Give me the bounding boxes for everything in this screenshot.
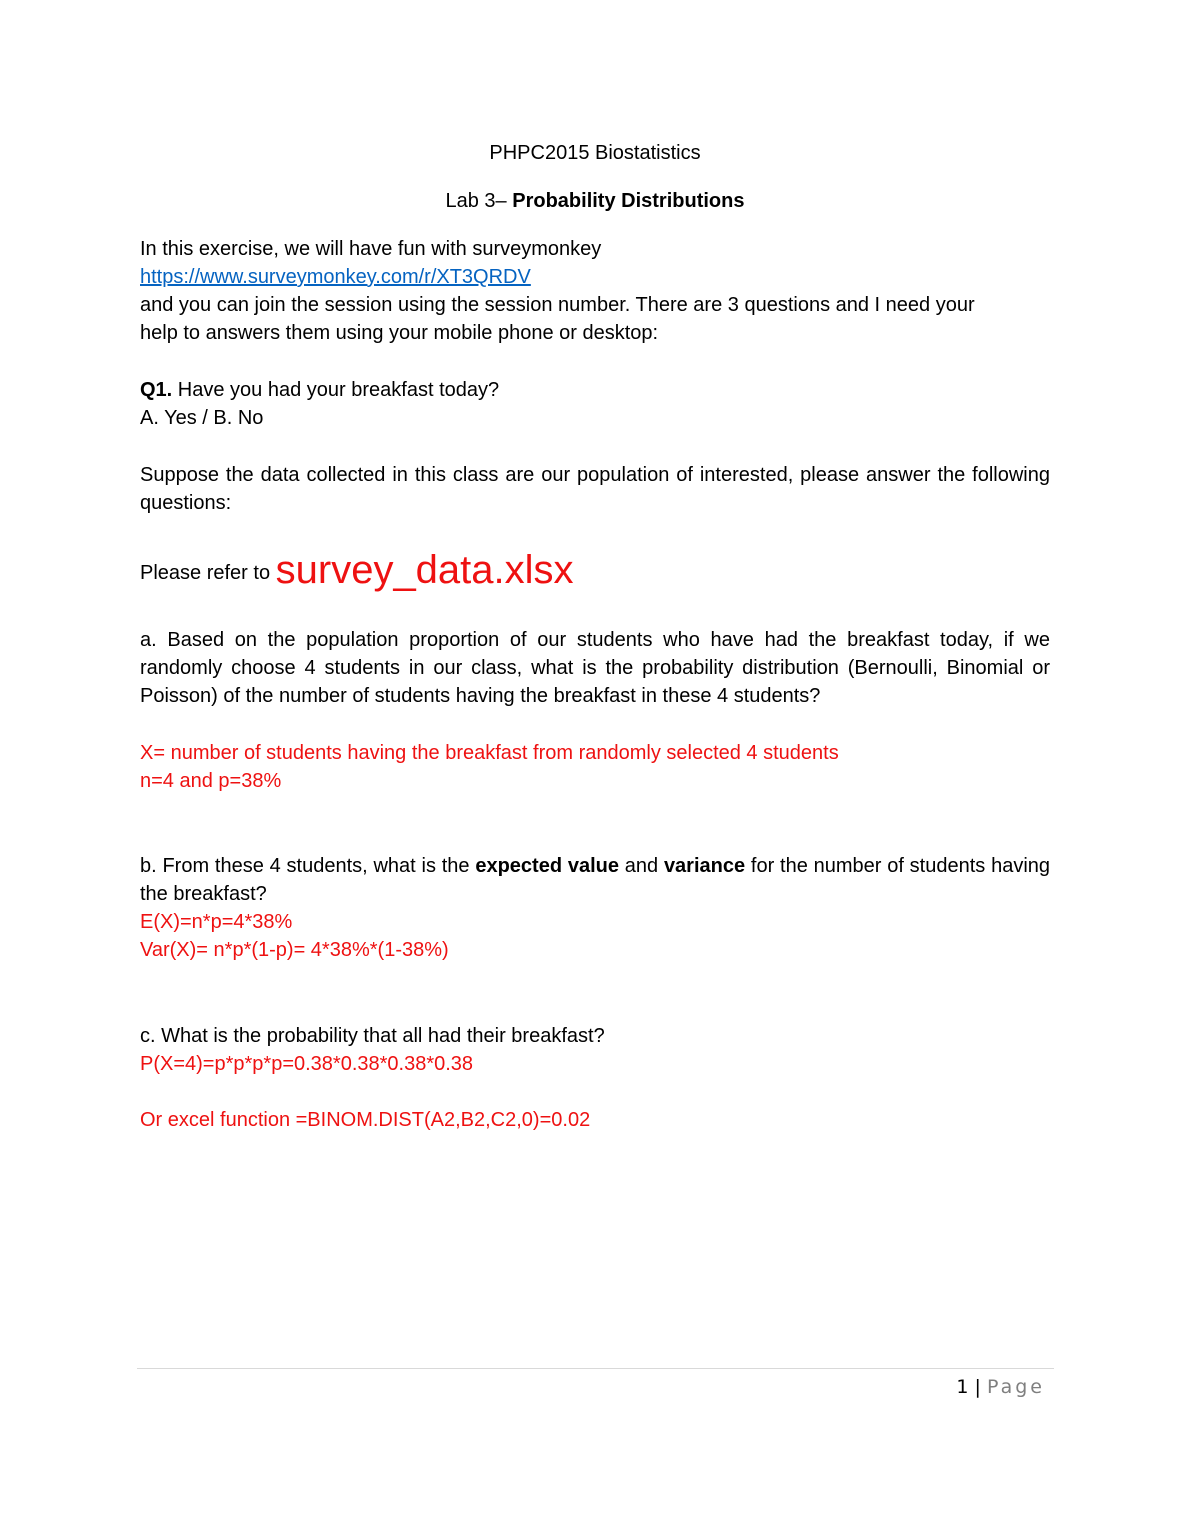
refer-prefix: Please refer to bbox=[140, 562, 276, 584]
q1-options: A. Yes / B. No bbox=[140, 407, 264, 429]
part-b-bold-expected: expected value bbox=[475, 855, 619, 877]
intro-line-2: and you can join the session using the session number. There are 3 questions and I need your bbox=[140, 294, 975, 316]
part-c-answer-1: P(X=4)=p*p*p*p=0.38*0.38*0.38*0.38 bbox=[140, 1053, 474, 1075]
page-footer bbox=[956, 1374, 1045, 1400]
page-number: 1 bbox=[956, 1376, 969, 1398]
lab-title bbox=[0, 187, 1190, 215]
footer-separator: | bbox=[968, 1376, 987, 1398]
part-b-post: for the number of students having the breakfast? bbox=[140, 855, 1051, 905]
part-b-pre: b. From these 4 students, what is the bbox=[140, 855, 476, 877]
footer-divider bbox=[137, 1368, 1054, 1369]
part-a-answer-1: X= number of students having the breakfast from randomly selected 4 students bbox=[140, 742, 839, 764]
course-title: PHPC2015 Biostatistics bbox=[489, 142, 701, 164]
intro-line-1: In this exercise, we will have fun with surveymonkey bbox=[140, 238, 602, 260]
refer-line bbox=[140, 548, 574, 595]
part-b-answer-1: E(X)=n*p=4*38% bbox=[140, 911, 293, 933]
part-b-mid: and bbox=[618, 855, 664, 877]
part-c-question: c. What is the probability that all had their breakfast? bbox=[140, 1025, 605, 1047]
intro-line-3: help to answers them using your mobile phone or desktop: bbox=[140, 322, 659, 344]
q1-label: Q1. bbox=[140, 379, 173, 401]
part-b-bold-variance: variance bbox=[663, 855, 746, 877]
part-a-answer-2: n=4 and p=38% bbox=[140, 770, 282, 792]
page-word: Page bbox=[987, 1376, 1045, 1398]
q1-text: Have you had your breakfast today? bbox=[172, 379, 500, 401]
suppose-paragraph: Suppose the data collected in this class are our population of interested, please answer the following questions: bbox=[140, 464, 1050, 514]
part-a-question: a. Based on the population proportion of our students who have had the breakfast today, if we randomly choose 4 students in our class, what is the probability distribution (Bernoulli, Binomial or Poisson) of the number of students having the breakfast in these 4 students? bbox=[140, 629, 1050, 707]
part-c-answer-2: Or excel function =BINOM.DIST(A2,B2,C2,0)=0.02 bbox=[140, 1109, 591, 1131]
lab-name: Probability Distributions bbox=[512, 190, 745, 212]
survey-link[interactable]: https://www.surveymonkey.com/r/XT3QRDV bbox=[140, 266, 531, 288]
lab-prefix: Lab 3– bbox=[445, 190, 513, 212]
survey-link-line bbox=[140, 263, 531, 291]
part-b-answer-2: Var(X)= n*p*(1-p)= 4*38%*(1-38%) bbox=[140, 939, 449, 961]
part-b-question bbox=[140, 852, 1050, 908]
data-file-name: survey_data.xlsx bbox=[275, 548, 574, 592]
q1-question bbox=[140, 376, 499, 404]
